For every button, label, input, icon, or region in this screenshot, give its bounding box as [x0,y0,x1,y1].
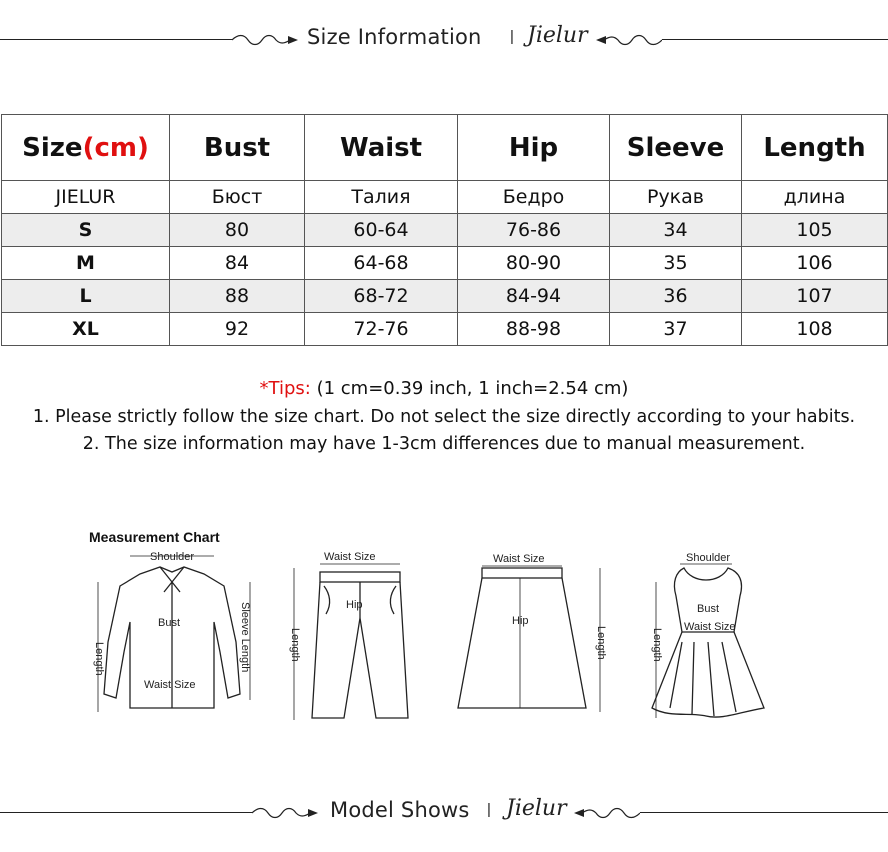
table-cell: 37 [610,313,742,346]
skirt-diagram [458,568,600,712]
table-cell: 107 [742,280,888,313]
brand-logo-text: Jielur [527,23,588,48]
table-cell: 84-94 [458,280,610,313]
dress-diagram [652,568,764,718]
table-cell: 80 [170,214,305,247]
title-separator: | [510,28,514,45]
table-cell: 76-86 [458,214,610,247]
swirl-left-icon [232,30,302,50]
table-cell: 60-64 [305,214,458,247]
subheader-cell: Рукав [610,181,742,214]
model-shows-header [0,793,888,833]
subheader-cell: Талия [305,181,458,214]
size-information-header [0,20,888,60]
size-cell: XL [2,313,170,346]
shirt-shoulder-label: Shoulder [150,551,195,563]
table-cell: 36 [610,280,742,313]
tips-conversion-text: (1 cm=0.39 inch, 1 inch=2.54 cm) [310,378,629,399]
tips-line-2: 2. The size information may have 1-3cm differences due to manual measurement. [82,434,806,454]
table-cell: 35 [610,247,742,280]
subheader-cell: длина [742,181,888,214]
table-cell: 64-68 [305,247,458,280]
table-cell: 106 [742,247,888,280]
header-bust: Bust [170,115,305,181]
swirl-right-icon [570,803,640,823]
pants-diagram [294,568,408,720]
brand-logo-text: Jielur [506,796,567,821]
header-rule-left [0,812,252,813]
size-cell: L [2,280,170,313]
tips-conversion [0,378,888,399]
size-cell: S [2,214,170,247]
measurement-chart [80,522,780,742]
shirt-sleeve-label: Sleeve Length [239,602,251,673]
skirt-hip-label: Hip [512,615,529,627]
section-title: Size Information [307,25,482,49]
tips-line-1: 1. Please strictly follow the size chart. Do not select the size directly according to your habits. [32,407,856,427]
table-cell: 68-72 [305,280,458,313]
table-row [2,247,888,280]
table-subheader-row [2,181,888,214]
table-cell: 88 [170,280,305,313]
header-rule-right [662,39,888,40]
skirt-waist-label: Waist Size [493,553,545,565]
table-row [2,214,888,247]
subheader-cell: Бюст [170,181,305,214]
shirt-length-label: Length [93,642,105,676]
table-cell: 80-90 [458,247,610,280]
dress-waist-label: Waist Size [684,621,736,633]
table-row [2,280,888,313]
header-hip: Hip [458,115,610,181]
swirl-left-icon [252,803,322,823]
pants-waist-label: Waist Size [324,551,376,563]
table-cell: 34 [610,214,742,247]
header-rule-right [640,812,888,813]
table-cell: 108 [742,313,888,346]
table-cell: 105 [742,214,888,247]
table-cell: 92 [170,313,305,346]
pants-hip-label: Hip [346,599,363,611]
header-waist: Waist [305,115,458,181]
measurement-chart-title: Measurement Chart [89,529,220,545]
table-cell: 72-76 [305,313,458,346]
header-rule-left [0,39,232,40]
header-sleeve: Sleeve [610,115,742,181]
swirl-right-icon [592,30,662,50]
size-cell: M [2,247,170,280]
dress-bust-label: Bust [697,603,720,615]
measurement-diagrams [80,522,780,742]
pants-length-label: Length [289,628,301,662]
size-table [1,114,888,346]
subheader-cell: JIELUR [2,181,170,214]
table-header-row [2,115,888,181]
table-cell: 88-98 [458,313,610,346]
table-row [2,313,888,346]
header-length: Length [742,115,888,181]
tips-label: *Tips: [259,378,311,399]
section-title: Model Shows [330,798,470,822]
skirt-length-label: Length [595,626,607,660]
dress-shoulder-label: Shoulder [686,552,731,564]
header-size: Size(cm) [2,115,170,181]
dress-length-label: Length [651,628,663,662]
table-cell: 84 [170,247,305,280]
subheader-cell: Бедро [458,181,610,214]
shirt-waist-label: Waist Size [144,679,196,691]
title-separator: | [487,801,491,818]
shirt-bust-label: Bust [158,617,181,629]
